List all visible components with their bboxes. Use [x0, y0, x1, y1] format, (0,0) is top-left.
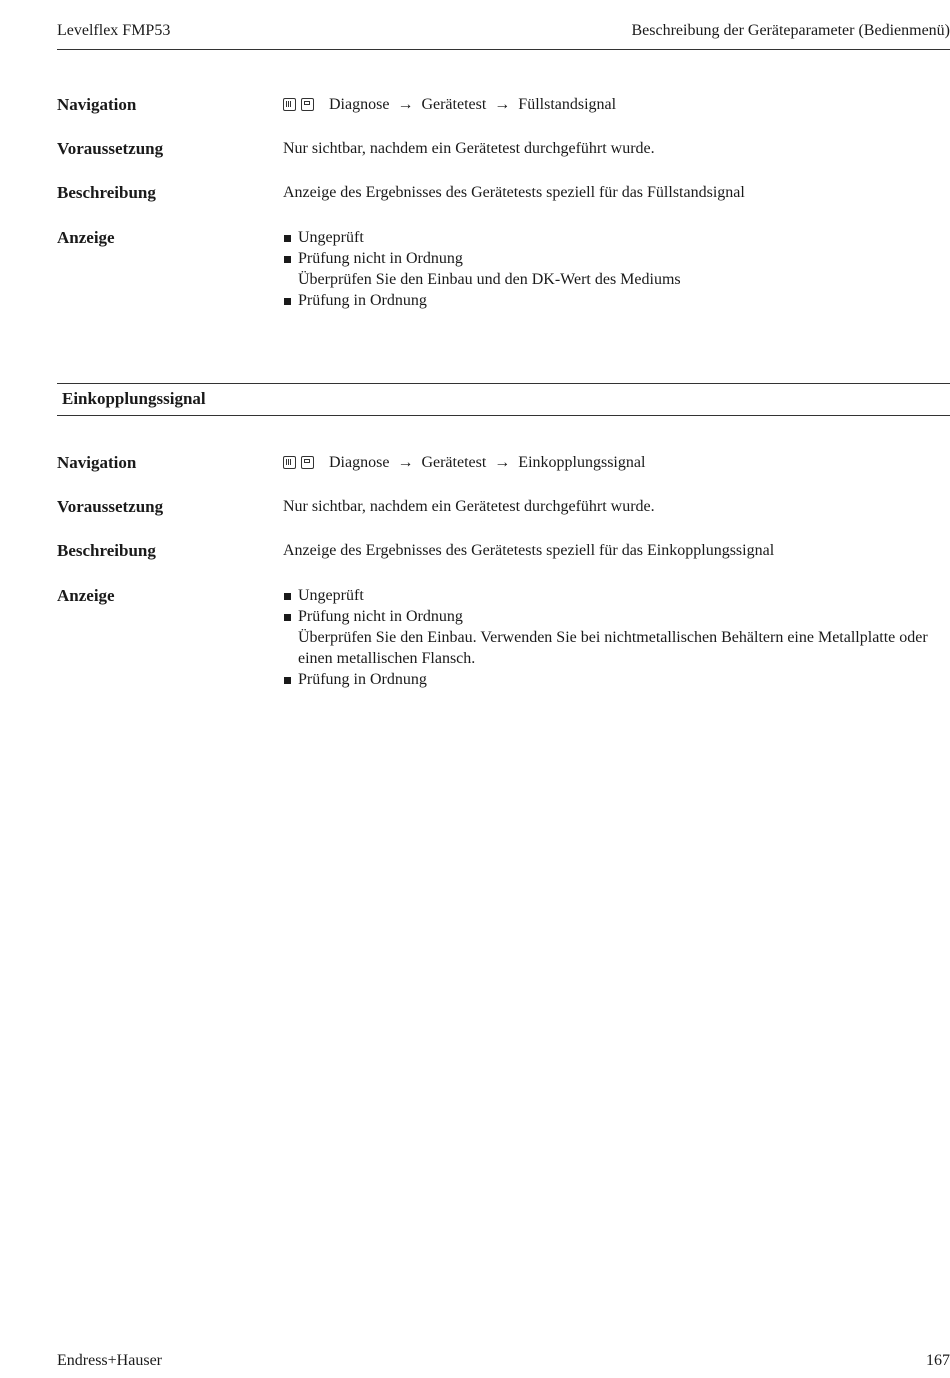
page-number: 167 [926, 1352, 950, 1369]
option-text: Prüfung in Ordnung [298, 671, 427, 688]
beschreibung-text: Anzeige des Ergebnisses des Gerätetests speziell für das Einkopplungssignal [283, 542, 775, 559]
list-item [283, 606, 950, 669]
beschreibung-text: Anzeige des Ergebnisses des Gerätetests speziell für das Füllstandsignal [283, 184, 745, 201]
option-text: Prüfung nicht in Ordnung [298, 608, 463, 625]
anzeige-options [283, 227, 950, 311]
nav-step: Einkopplungssignal [518, 454, 646, 471]
voraussetzung-text: Nur sichtbar, nachdem ein Gerätetest durchgeführt wurde. [283, 498, 655, 515]
arrow-right-icon: → [494, 454, 511, 471]
list-item [283, 290, 950, 311]
navigation-path [283, 94, 950, 115]
nav-icons [283, 452, 319, 473]
section-heading [57, 383, 950, 416]
monitor-icon [301, 456, 314, 469]
beschreibung-label: Beschreibung [57, 541, 156, 560]
navigation-path [283, 452, 950, 473]
option-text: Ungeprüft [298, 587, 364, 604]
navigation-label: Navigation [57, 95, 137, 114]
header-chapter: Beschreibung der Geräteparameter (Bedienmenü) [631, 22, 950, 39]
anzeige-label: Anzeige [57, 586, 115, 605]
list-item [283, 227, 950, 248]
voraussetzung-label: Voraussetzung [57, 139, 164, 158]
nav-step: Gerätetest [421, 96, 487, 113]
voraussetzung-text: Nur sichtbar, nachdem ein Gerätetest durchgeführt wurde. [283, 140, 655, 157]
nav-icons [283, 94, 319, 115]
bullet-icon [284, 235, 291, 242]
voraussetzung-label: Voraussetzung [57, 497, 164, 516]
nav-step: Gerätetest [421, 454, 487, 471]
nav-step: Füllstandsignal [518, 96, 617, 113]
monitor-icon [301, 98, 314, 111]
keypad-icon [283, 456, 296, 469]
keypad-icon [283, 98, 296, 111]
option-text: Ungeprüft [298, 229, 364, 246]
header-product: Levelflex FMP53 [57, 22, 171, 39]
anzeige-options [283, 585, 950, 690]
nav-step: Diagnose [329, 96, 390, 113]
arrow-right-icon: → [397, 96, 414, 113]
option-note: Überprüfen Sie den Einbau. Verwenden Sie bei nichtmetallischen Behältern eine Metallplatte oder einen metallischen Flansch. [298, 629, 928, 667]
beschreibung-label: Beschreibung [57, 183, 156, 202]
navigation-label: Navigation [57, 453, 137, 472]
arrow-right-icon: → [397, 454, 414, 471]
section-title: Einkopplungssignal [62, 389, 206, 408]
arrow-right-icon: → [494, 96, 511, 113]
bullet-icon [284, 614, 291, 621]
option-note: Überprüfen Sie den Einbau und den DK-Wert des Mediums [298, 271, 681, 288]
bullet-icon [284, 298, 291, 305]
list-item [283, 248, 950, 290]
bullet-icon [284, 593, 291, 600]
list-item [283, 669, 950, 690]
list-item [283, 585, 950, 606]
anzeige-label: Anzeige [57, 228, 115, 247]
nav-step: Diagnose [329, 454, 390, 471]
footer-company: Endress+Hauser [57, 1352, 162, 1369]
page-header [57, 20, 950, 50]
option-text: Prüfung in Ordnung [298, 292, 427, 309]
bullet-icon [284, 256, 291, 263]
option-text: Prüfung nicht in Ordnung [298, 250, 463, 267]
bullet-icon [284, 677, 291, 684]
